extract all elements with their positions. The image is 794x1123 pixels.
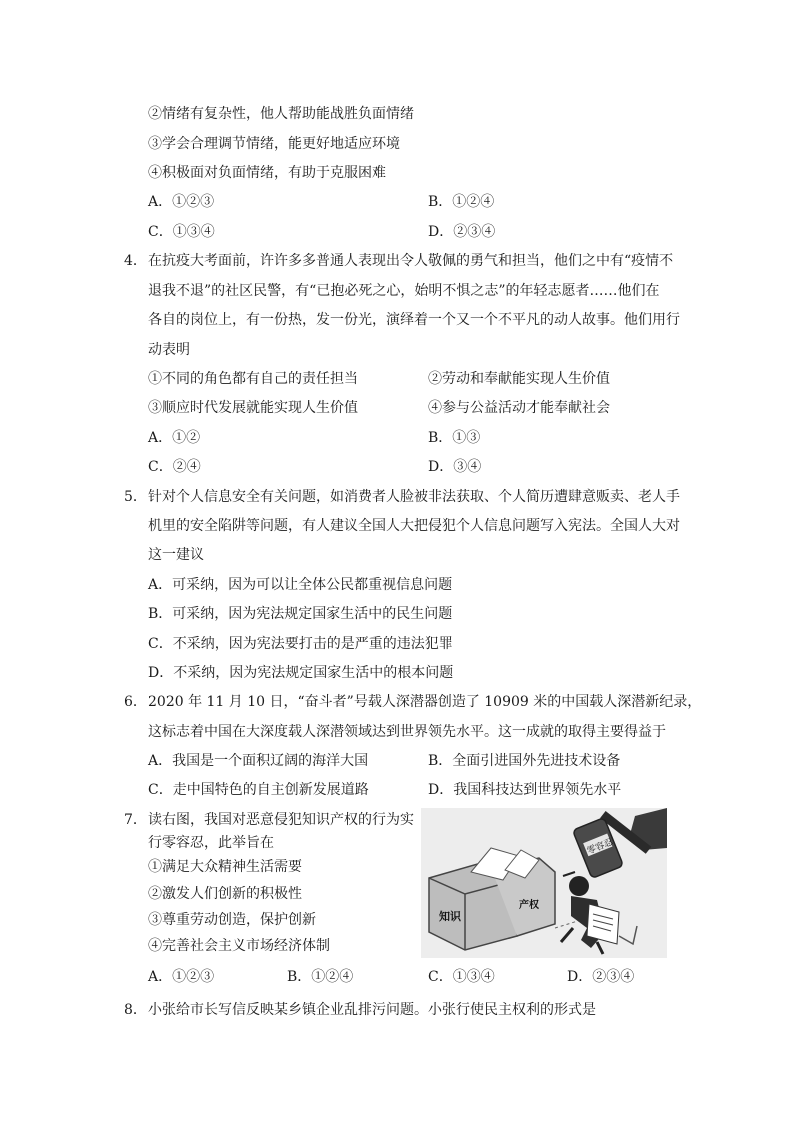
q7-option-1: ①满足大众精神生活需要	[148, 859, 302, 875]
q6-choice-b: B．全面引进国外先进技术设备	[428, 753, 621, 769]
q5-stem-line-1: 针对个人信息安全有关问题，如消费者人脸被非法获取、个人简历遭肆意贩卖、老人手	[148, 489, 680, 505]
book-label-right: 产权	[519, 900, 539, 911]
q3-option-3: ③学会合理调节情绪，能更好地适应环境	[148, 136, 400, 152]
q4-option-2: ②劳动和奉献能实现人生价值	[428, 371, 610, 387]
q4-option-4: ④参与公益活动才能奉献社会	[428, 400, 610, 416]
q3-option-2: ②情绪有复杂性，他人帮助能战胜负面情绪	[148, 106, 414, 122]
q6-number: 6．	[124, 694, 147, 710]
q7-choice-a: A．①②③	[148, 969, 215, 985]
q7-choice-b: B．①②④	[287, 969, 354, 985]
q4-choice-a: A．①②	[148, 430, 201, 446]
q7-stem-line-1: 读右图，我国对恶意侵犯知识产权的行为实	[148, 812, 414, 828]
q4-choice-d: D．③④	[428, 459, 482, 475]
q6-choice-d: D．我国科技达到世界领先水平	[428, 782, 622, 798]
q7-option-3: ③尊重劳动创造，保护创新	[148, 912, 316, 928]
q6-stem-line-2: 这标志着中国在大深度载人深潜领域达到世界领先水平。这一成就的取得主要得益于	[148, 724, 666, 740]
q7-stem-line-2: 行零容忍，此举旨在	[148, 835, 274, 851]
q4-option-3: ③顺应时代发展就能实现人生价值	[148, 400, 358, 416]
book-label-left: 知识	[439, 910, 461, 923]
q3-choice-b: B．①②④	[428, 194, 495, 210]
q3-choice-c: C．①③④	[148, 224, 215, 240]
q4-option-1: ①不同的角色都有自己的责任担当	[148, 371, 358, 387]
q8-number: 8．	[124, 1002, 147, 1018]
q5-choice-b: B．可采纳，因为宪法规定国家生活中的民生问题	[148, 606, 453, 622]
q4-stem-line-3: 各自的岗位上，有一份热，发一份光，演绎着一个又一个不平凡的动人故事。他们用行	[148, 312, 680, 328]
q7-number: 7．	[124, 812, 147, 828]
ip-cartoon-drawing	[421, 808, 667, 958]
q4-number: 4．	[124, 253, 147, 269]
q4-stem-line-4: 动表明	[148, 342, 190, 358]
q5-choice-c: C．不采纳，因为宪法要打击的是严重的违法犯罪	[148, 636, 453, 652]
q6-stem-line-1: 2020 年 11 月 10 日，“奋斗者”号载人深潜器创造了 10909 米的中国载人深潜新纪录，	[148, 694, 702, 710]
q5-choice-d: D．不采纳，因为宪法规定国家生活中的根本问题	[148, 665, 454, 681]
q5-stem-line-2: 机里的安全陷阱等问题，有人建议全国人大把侵犯个人信息问题写入宪法。全国人大对	[148, 518, 680, 534]
ip-cartoon-image	[421, 808, 667, 958]
q4-stem-line-1: 在抗疫大考面前，许许多多普通人表现出令人敬佩的勇气和担当，他们之中有“疫情不	[148, 253, 674, 269]
q3-choice-d: D．②③④	[428, 224, 496, 240]
q5-choice-a: A．可采纳，因为可以让全体公民都重视信息问题	[148, 577, 453, 593]
hammer-label: 零容忍	[585, 837, 615, 857]
q3-choice-a: A．①②③	[148, 194, 215, 210]
q3-option-4: ④积极面对负面情绪，有助于克服困难	[148, 165, 386, 181]
q4-choice-c: C．②④	[148, 459, 201, 475]
q8-stem-line-1: 小张给市长写信反映某乡镇企业乱排污问题。小张行使民主权利的形式是	[148, 1002, 596, 1018]
q7-option-4: ④完善社会主义市场经济体制	[148, 938, 330, 954]
q7-option-2: ②激发人们创新的积极性	[148, 886, 302, 902]
q6-choice-c: C．走中国特色的自主创新发展道路	[148, 782, 369, 798]
q4-stem-line-2: 退我不退”的社区民警，有“已抱必死之心，始明不惧之志”的年轻志愿者……他们在	[148, 283, 660, 299]
q5-stem-line-3: 这一建议	[148, 547, 204, 563]
q7-choice-d: D．②③④	[567, 969, 635, 985]
q7-choice-c: C．①③④	[428, 969, 495, 985]
q4-choice-b: B．①③	[428, 430, 481, 446]
q6-choice-a: A．我国是一个面积辽阔的海洋大国	[148, 753, 369, 769]
q5-number: 5．	[124, 489, 147, 505]
